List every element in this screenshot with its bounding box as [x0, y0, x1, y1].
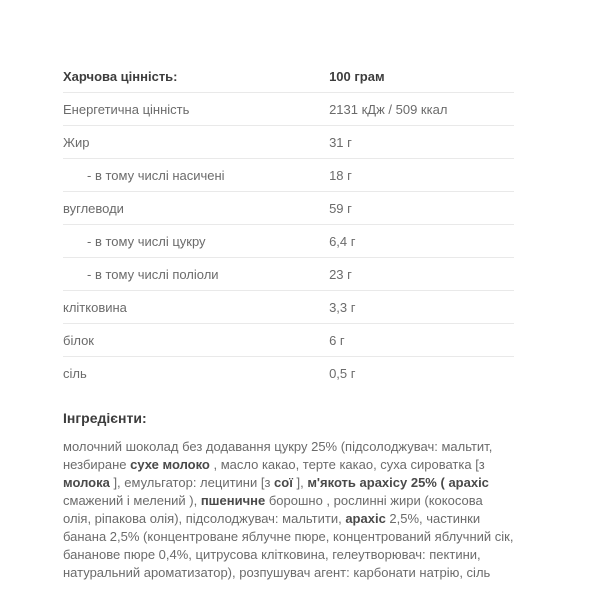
ingredient-segment: молочний шоколад без додавання цукру 25% (підсолоджувач: мальтит, незбиране: [63, 439, 493, 472]
nutrition-table: [63, 63, 514, 389]
nutrition-header-value: 100 грам: [329, 63, 514, 93]
nutrition-row-label: білок: [63, 324, 329, 357]
nutrition-row-value: 31 г: [329, 126, 514, 159]
ingredient-segment: ],: [292, 475, 308, 490]
nutrition-row-label: клітковина: [63, 291, 329, 324]
ingredient-segment: арахіс: [448, 475, 489, 490]
table-row: [63, 258, 514, 291]
nutrition-row-value: 18 г: [329, 159, 514, 192]
nutrition-table-body: [63, 93, 514, 390]
table-row: [63, 324, 514, 357]
nutrition-row-value: 59 г: [329, 192, 514, 225]
nutrition-row-value: 3,3 г: [329, 291, 514, 324]
ingredients-paragraph: [63, 438, 514, 582]
nutrition-row-label: сіль: [63, 357, 329, 390]
nutrition-row-label: вуглеводи: [63, 192, 329, 225]
nutrition-row-value: 6,4 г: [329, 225, 514, 258]
ingredient-segment: 2,5%, частинки банана 2,5% (концентроване яблучне пюре, концентрований яблучний сік, бананове пюре 0,4%, цитрусова клітковина, гелеутворювач: пектини, натуральний ароматизатор), розпушувач агент: карбонати натрію, сіль: [63, 511, 514, 580]
ingredient-segment: , масло какао, терте какао, суха сироватка [з: [209, 457, 485, 472]
table-row: [63, 192, 514, 225]
ingredient-segment: сухе молоко: [130, 457, 210, 472]
nutrition-row-value: 6 г: [329, 324, 514, 357]
ingredient-segment: пшеничне: [200, 493, 266, 508]
table-row: [63, 159, 514, 192]
nutrition-header-row: [63, 63, 514, 93]
ingredient-segment: борошно , рослинні жири (кокосова олія, ріпакова олія), підсолоджувач: мальтити,: [63, 493, 483, 526]
ingredient-segment: м'якоть арахісу 25% (: [307, 475, 445, 490]
table-row: [63, 93, 514, 126]
nutrition-row-label: - в тому числі поліоли: [63, 258, 329, 291]
nutrition-row-value: 2131 кДж / 509 ккал: [329, 102, 448, 117]
table-row: [63, 357, 514, 390]
product-nutrition-page: [63, 63, 514, 582]
table-row: [63, 291, 514, 324]
nutrition-row-label: Жир: [63, 126, 329, 159]
nutrition-row-label: Енергетична цінність: [63, 102, 190, 117]
nutrition-row-value: 23 г: [329, 258, 514, 291]
ingredient-segment: сої: [274, 475, 293, 490]
ingredient-segment: смажений і мелений ),: [63, 493, 201, 508]
nutrition-header-label: Харчова цінність:: [63, 63, 329, 93]
ingredient-segment: молока: [63, 475, 110, 490]
ingredient-segment: арахіс: [345, 511, 386, 526]
table-row: [63, 225, 514, 258]
nutrition-row-value: 0,5 г: [329, 357, 514, 390]
ingredients-title: Інгредієнти:: [63, 410, 147, 426]
nutrition-row-label: - в тому числі насичені: [63, 159, 329, 192]
ingredient-segment: ], емульгатор: лецитини [з: [109, 475, 275, 490]
nutrition-row-label: - в тому числі цукру: [63, 225, 329, 258]
table-row: [63, 126, 514, 159]
